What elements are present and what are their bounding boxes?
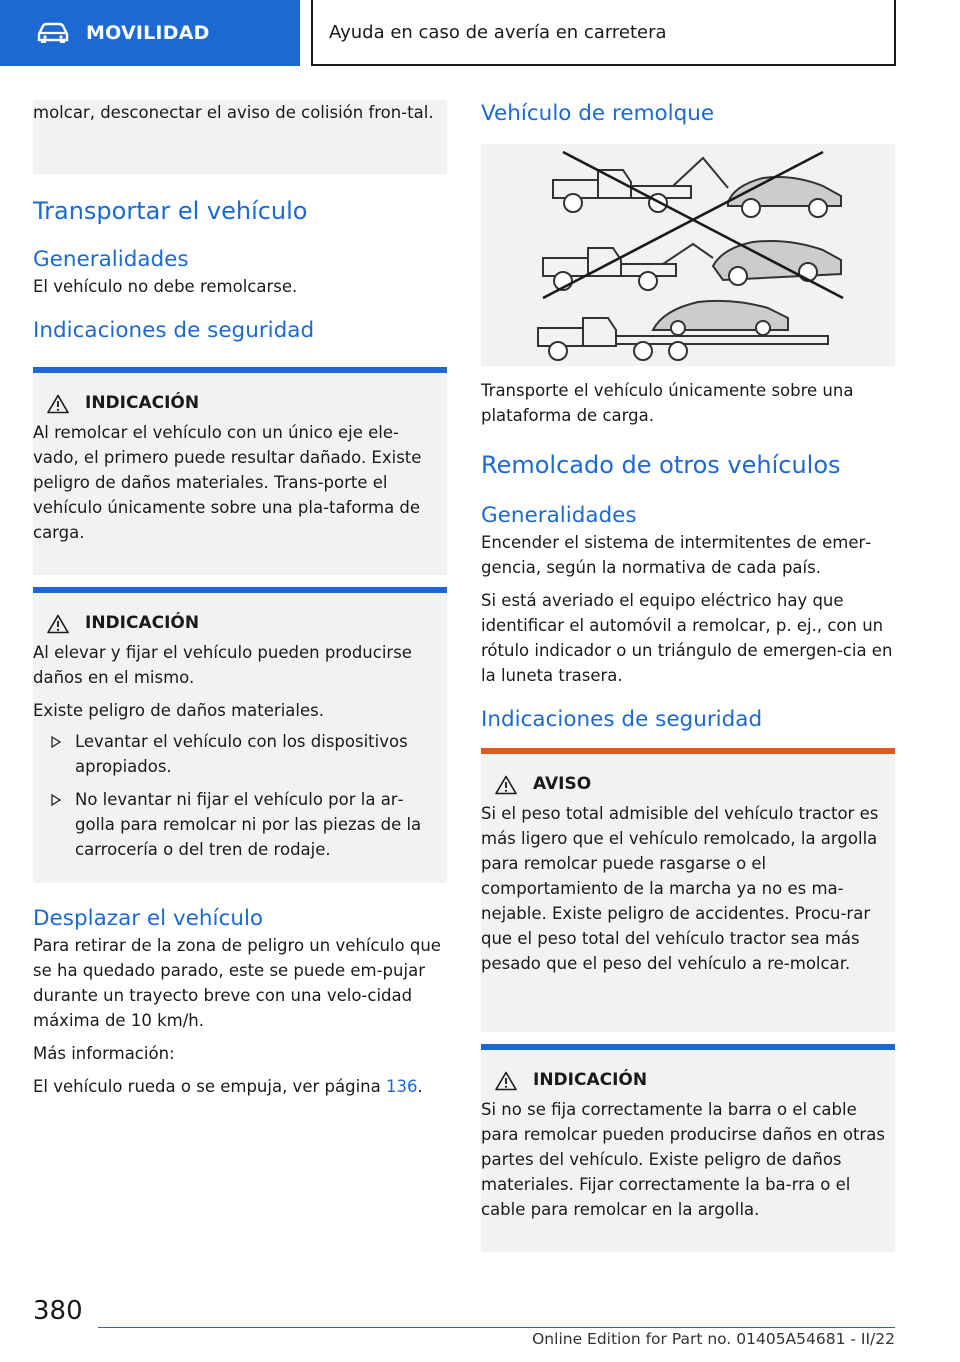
reference-text: El vehículo rueda o se empuja, ver página 136. bbox=[33, 1077, 423, 1096]
notice-title: INDICACIÓN bbox=[85, 393, 200, 413]
continued-box bbox=[33, 100, 447, 174]
warning-icon bbox=[47, 614, 69, 634]
notice-box bbox=[33, 587, 447, 883]
list-item bbox=[33, 729, 437, 779]
warning-icon bbox=[495, 775, 517, 795]
general-heading: Generalidades bbox=[481, 503, 637, 528]
list-item-text: Levantar el vehículo con los dispositivos apropiados. bbox=[75, 732, 408, 776]
right-column bbox=[481, 100, 895, 1252]
towing-illustration bbox=[523, 148, 853, 363]
footer-divider bbox=[98, 1327, 895, 1328]
notice-box bbox=[481, 1044, 895, 1252]
more-info-label: Más información: bbox=[33, 1044, 175, 1063]
safety-heading: Indicaciones de seguridad bbox=[33, 318, 315, 343]
chapter-title: Ayuda en caso de avería en carretera bbox=[311, 0, 896, 66]
section-label: MOVILIDAD bbox=[86, 22, 210, 44]
page-link[interactable]: 136 bbox=[385, 1077, 418, 1096]
towing-figure bbox=[481, 144, 895, 366]
general-text: El vehículo no debe remolcarse. bbox=[33, 277, 298, 296]
warning-box bbox=[481, 748, 895, 1032]
section-tab[interactable] bbox=[0, 0, 300, 66]
edition-text: Online Edition for Part no. 01405A54681 - II/22 bbox=[532, 1330, 895, 1348]
notice-text: Al elevar y fijar el vehículo pueden producirse daños en el mismo. bbox=[33, 643, 412, 687]
notice-text: Si no se fija correctamente la barra o el cable para remolcar pueden producirse daños en otras partes del vehículo. Existe peligro de daños materiales. Fijar correctamente la ba‐rra o el cable para remolcar en la argolla. bbox=[481, 1100, 885, 1219]
warning-icon bbox=[47, 394, 69, 414]
notice-text: Al remolcar el vehículo con un único eje ele‐vado, el primero puede resultar dañado. Existe peligro de daños materiales. Trans‐porte el vehículo únicamente sobre una pla‐taforma de carga. bbox=[33, 423, 422, 542]
general-text: Encender el sistema de intermitentes de emer‐gencia, según la normativa de cada país. bbox=[481, 533, 872, 577]
left-column bbox=[33, 100, 447, 1107]
list-item bbox=[33, 787, 437, 862]
page-number: 380 bbox=[33, 1296, 83, 1326]
push-text: Para retirar de la zona de peligro un vehículo que se ha quedado parado, este se puede em‐pujar durante un trayecto breve con una velo‐cidad máxima de 10 km/h. bbox=[33, 936, 441, 1030]
notice-title: INDICACIÓN bbox=[85, 613, 200, 633]
notice-text: Existe peligro de daños materiales. bbox=[33, 701, 324, 720]
tow-vehicle-heading: Vehículo de remolque bbox=[481, 101, 715, 126]
notice-box bbox=[33, 367, 447, 575]
safety-heading: Indicaciones de seguridad bbox=[481, 707, 763, 732]
notice-title: INDICACIÓN bbox=[533, 1070, 648, 1090]
warning-icon bbox=[495, 1071, 517, 1091]
section-title: Transportar el vehículo bbox=[33, 197, 308, 225]
continued-text: molcar, desconectar el aviso de colisión fron‐tal. bbox=[33, 103, 434, 122]
push-heading: Desplazar el vehículo bbox=[33, 906, 264, 931]
notice-text: Si el peso total admisible del vehículo tractor es más ligero que el vehículo remolcado, la argolla para remolcar puede rasgarse o el comportamiento de la marcha ya no es ma‐nejable. Existe peligro de accidentes. Procu‐rar que el peso total del vehículo tractor sea más pesado que el peso del vehículo a re‐molcar. bbox=[481, 804, 879, 973]
notice-title: AVISO bbox=[533, 774, 592, 794]
car-icon bbox=[36, 22, 70, 44]
figure-caption: Transporte el vehículo únicamente sobre una plataforma de carga. bbox=[481, 381, 854, 425]
bullet-triangle-icon bbox=[51, 794, 61, 806]
general-text: Si está averiado el equipo eléctrico hay que identificar el automóvil a remolcar, p. ej., con un rótulo indicador o un triángulo de emergen‐cia en la luneta trasera. bbox=[481, 591, 893, 685]
general-heading: Generalidades bbox=[33, 247, 189, 272]
bullet-triangle-icon bbox=[51, 736, 61, 748]
list-item-text: No levantar ni fijar el vehículo por la ar‐golla para remolcar ni por las piezas de la carrocería o del tren de rodaje. bbox=[75, 790, 422, 859]
other-vehicles-heading: Remolcado de otros vehículos bbox=[481, 451, 841, 479]
